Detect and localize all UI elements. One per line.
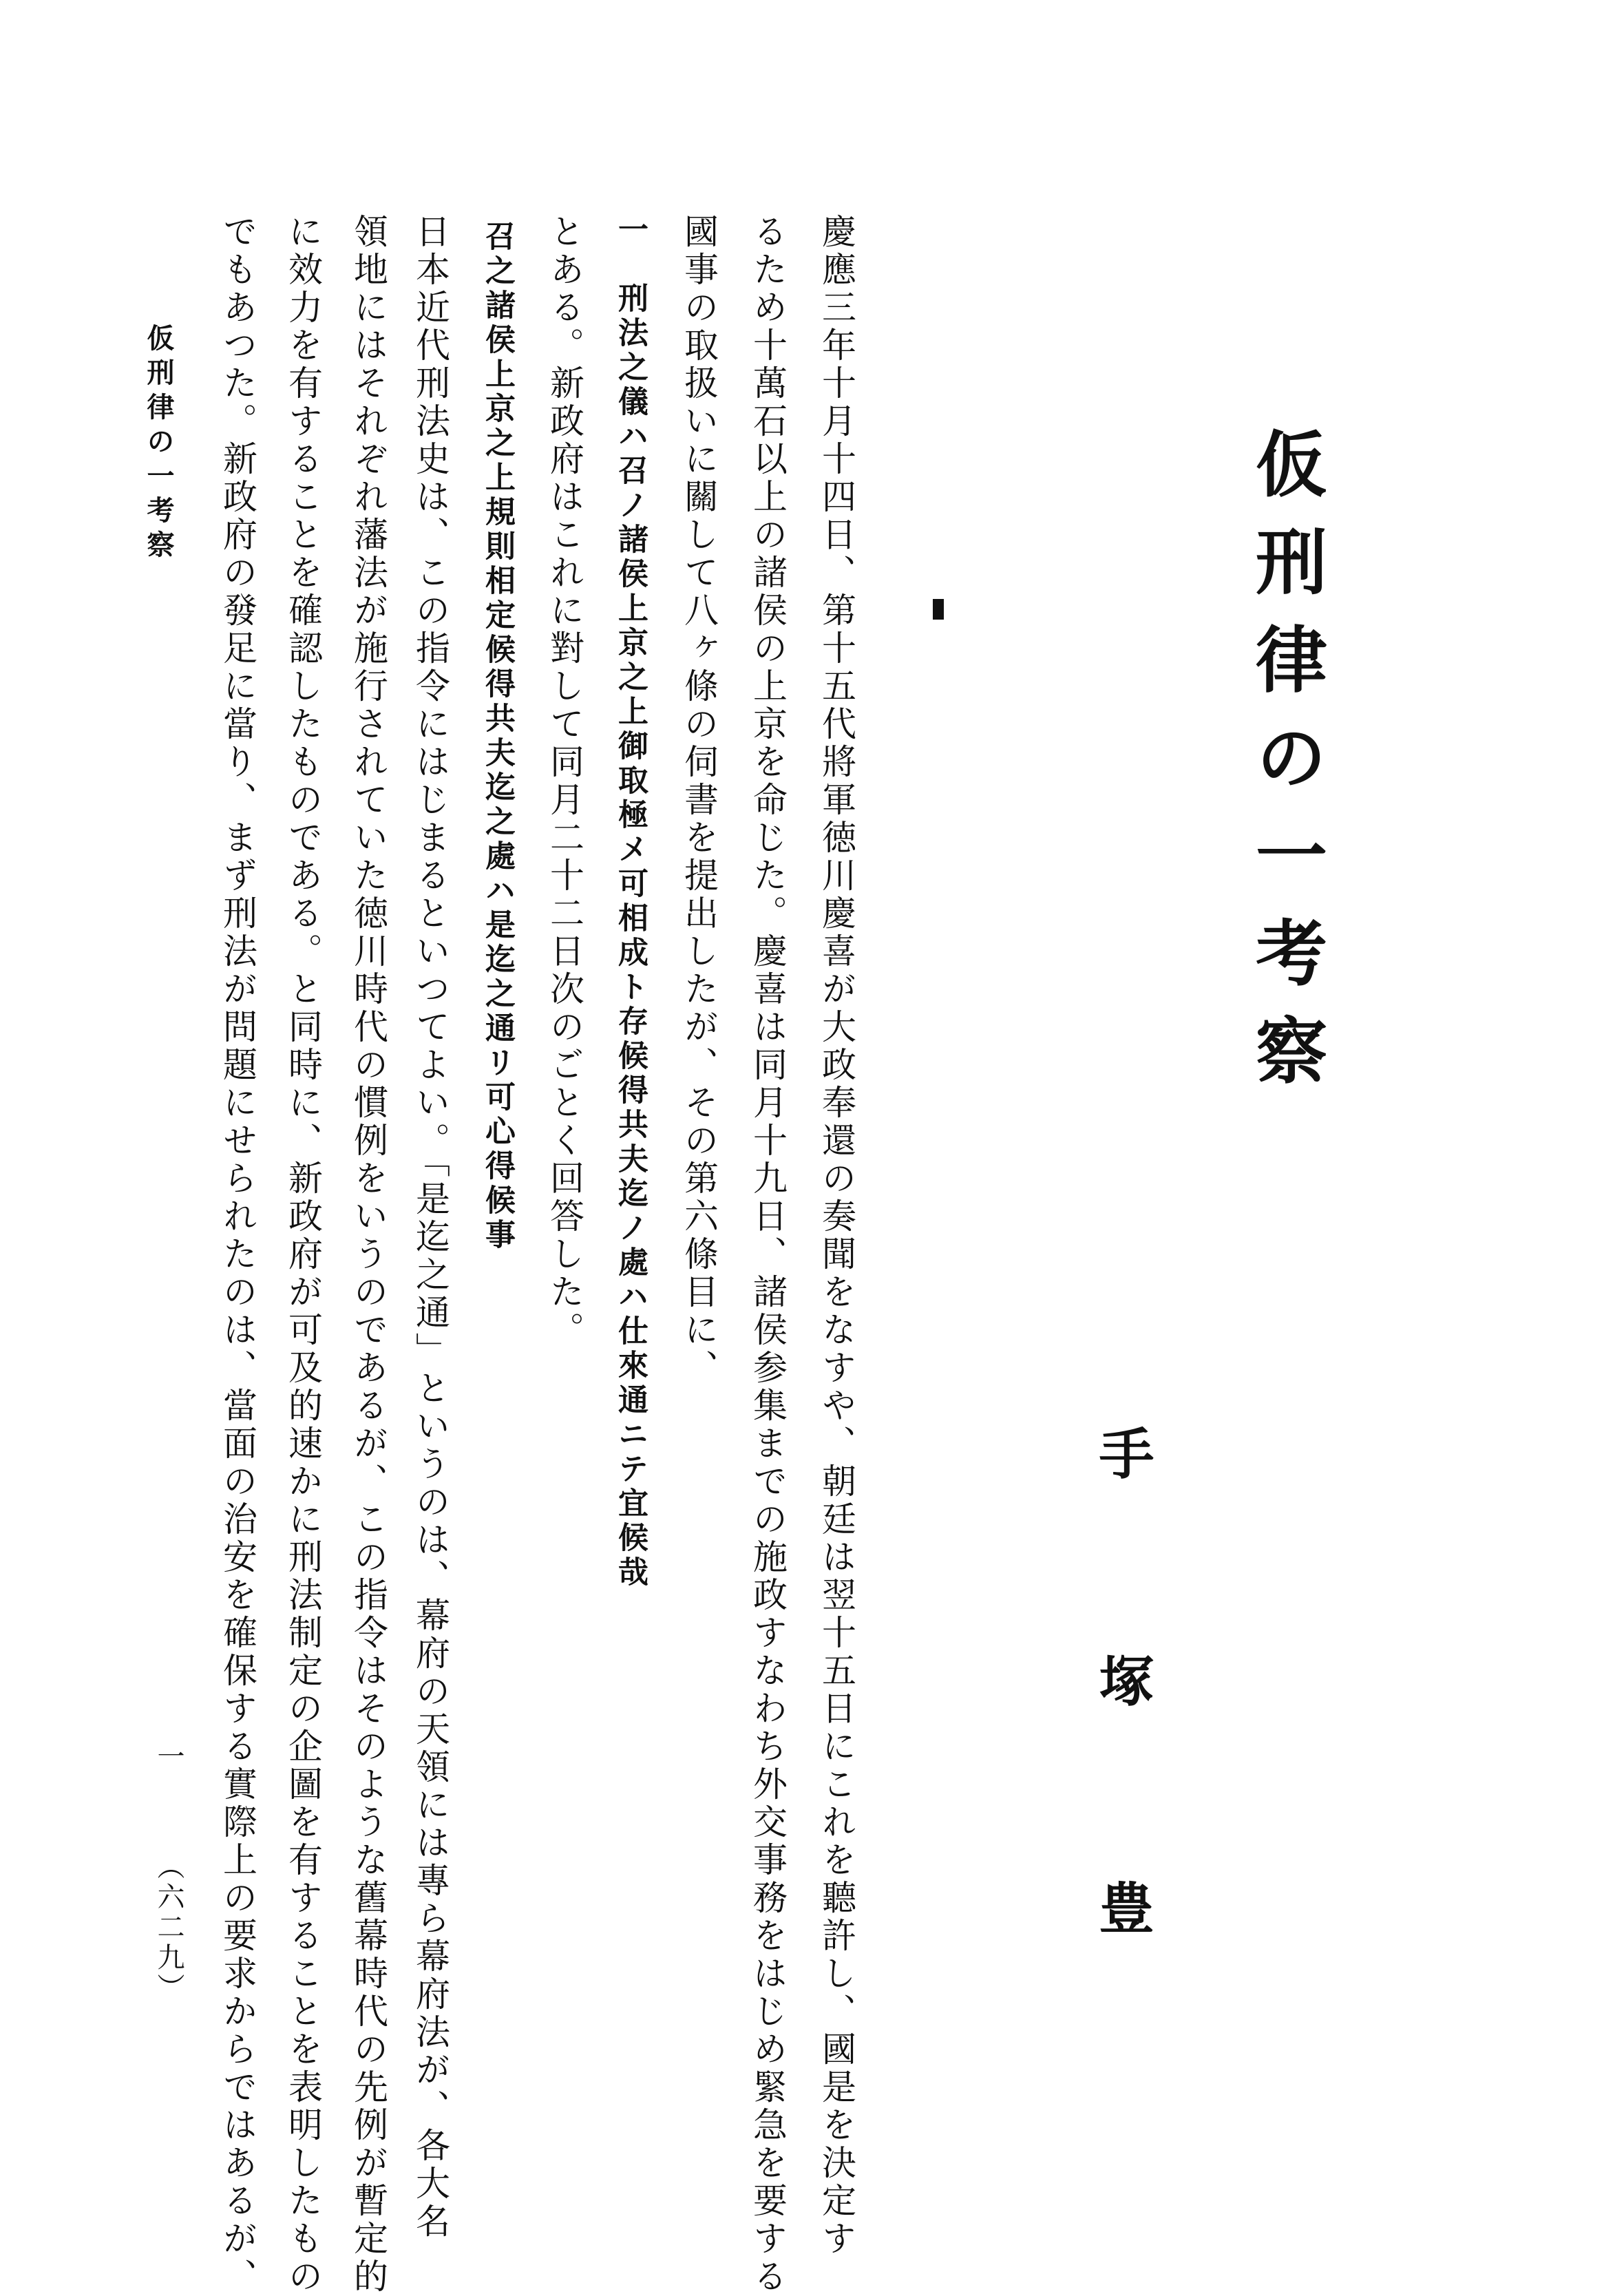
body-line-9: に效力を有することを確認したものである。と同時に、新政府が可及的速かに刑法制定の企圖を有することを表明したもの: [283, 213, 323, 2296]
body-line-5: とある。新政府はこれに對して同月二十二日次のごとく回答した。: [545, 213, 584, 1349]
body-line-8: 領地にはそれぞれ藩法が施行されていた徳川時代の慣例をいうのであるが、この指令はそのような舊幕時代の先例が暫定的: [348, 213, 388, 2296]
quoted-inquiry-line: 一 刑法之儀ハ召ノ諸侯上京之上御取極メ可相成ト存候得共夫迄ノ處ハ仕來通ニテ宜候哉: [613, 213, 648, 1590]
body-line-3: 國事の取扱いに關して八ヶ條の伺書を提出したが、その第六條目に、: [679, 213, 719, 1387]
body-line-2: るため十萬石以上の諸侯の上京を命じた。慶喜は同月十九日、諸侯参集までの施政すなわち外交事務をはじめ緊急を要する: [748, 213, 788, 2296]
author-name: 手塚豊: [1090, 1425, 1154, 2107]
body-line-7: 日本近代刑法史は、この指令にはじまるといつてよい。「是迄之通」というのは、幕府の天領には專ら幕府法が、各大名: [410, 213, 450, 2241]
body-line-1: 慶應三年十月十四日、第十五代將軍徳川慶喜が大政奉還の奏聞をなすや、朝廷は翌十五日にこれを聽許し、國是を決定す: [816, 213, 856, 2258]
section-number-mark: [929, 599, 948, 620]
section-number: [919, 599, 959, 620]
body-line-10: でもあつた。新政府の發足に當り、まず刑法が問題にせられたのは、當面の治安を確保する實際上の要求からではあるが、: [218, 213, 257, 2296]
running-header: 仮刑律の一考察: [143, 324, 175, 565]
article-title: 仮刑律の一考察: [1243, 427, 1328, 1111]
page-number: 一: [153, 1742, 184, 1769]
page-code: （六二九）: [153, 1852, 184, 2003]
quoted-reply-line: 召之諸侯上京之上規則相定候得共夫迄之處ハ是迄之通リ可心得候事: [480, 220, 515, 1253]
